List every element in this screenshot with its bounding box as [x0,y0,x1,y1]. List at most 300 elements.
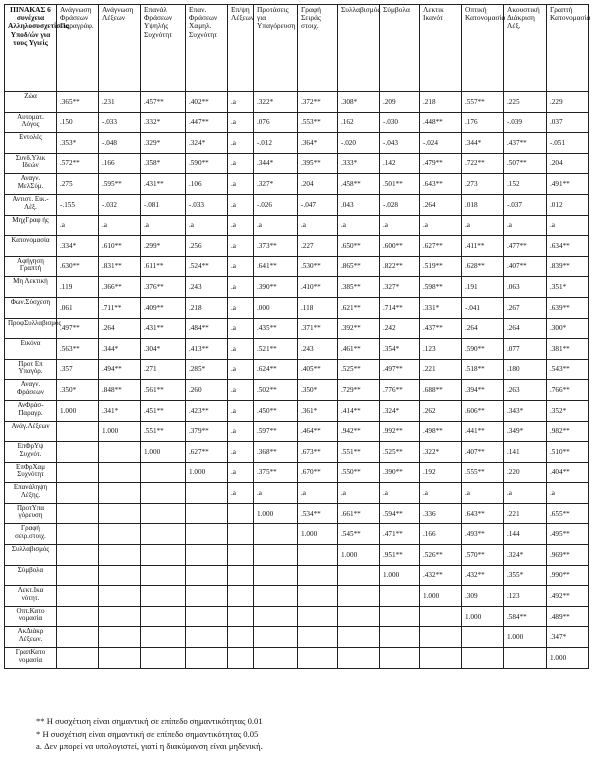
table-cell: 1.000 [99,421,141,442]
table-cell: .273 [462,174,504,195]
table-cell: .a [57,215,99,236]
column-header: Σύμβολα [380,5,420,92]
table-cell: .457** [141,92,186,113]
table-cell: .584** [504,606,547,627]
table-cell: .432** [420,565,462,586]
table-row [5,215,589,236]
table-cell: .358* [141,153,186,174]
table-cell: .354* [380,339,420,360]
table-row [5,483,589,504]
table-cell: .a [547,215,589,236]
table-cell: .611** [141,256,186,277]
table-cell [141,545,186,566]
table-cell: .a [298,215,338,236]
table-cell: .501** [380,174,420,195]
column-header: Λεκτικ Ικανότ [420,5,462,92]
table-cell: .597** [254,421,298,442]
table-cell: .043 [338,194,380,215]
table-cell: -.051 [547,133,589,154]
table-cell: .822** [380,256,420,277]
table-cell: .992** [380,421,420,442]
table-cell: -.041 [462,297,504,318]
table-cell: .534** [298,503,338,524]
table-cell: .063 [504,277,547,298]
table-row [5,277,589,298]
table-cell: .479** [420,153,462,174]
table-cell: .341* [99,400,141,421]
row-label: Φων.Σύσχεση [5,297,57,318]
row-label: ΕπΦρΧαμ Συχνότητ [5,462,57,483]
table-cell: .227 [298,236,338,257]
table-cell: .225 [504,92,547,113]
table-cell: .a [186,215,228,236]
table-cell: .351* [547,277,589,298]
table-cell: .336 [420,503,462,524]
table-cell: .590** [462,339,504,360]
table-cell: .375** [254,462,298,483]
table-row [5,545,589,566]
table-cell [57,442,99,463]
table-cell: .327* [380,277,420,298]
table-cell: .229 [547,92,589,113]
table-cell: .150 [57,112,99,133]
table-cell [380,627,420,648]
table-cell: .a [298,483,338,504]
row-label: Συνδ.Υλικ Ιδεών [5,153,57,174]
table-cell: .262 [420,400,462,421]
table-cell: .166 [99,153,141,174]
table-cell: .477** [504,236,547,257]
table-cell: .395** [298,153,338,174]
table-cell: .299* [141,236,186,257]
table-cell [141,648,186,669]
table-cell: .267 [504,297,547,318]
table-cell: .076 [254,112,298,133]
table-cell: .209 [380,92,420,113]
table-cell: .a [228,442,254,463]
table-cell: .a [228,297,254,318]
table-cell: .123 [504,586,547,607]
table-title: ΠΙΝΑΚΑΣ 6 συνέχεια Αλληλοσυσχετίσεις Υποδ/ών για τους Υγιείς [5,5,57,92]
table-cell: .405** [298,359,338,380]
table-cell: .570** [462,545,504,566]
row-label: ΜηχΓραφ ής [5,215,57,236]
table-cell [57,483,99,504]
table-cell: .435** [254,318,298,339]
table-cell [228,586,254,607]
table-cell: .a [228,92,254,113]
table-cell: -.032 [99,194,141,215]
table-cell: .628** [462,256,504,277]
table-cell: .655** [547,503,589,524]
table-cell: .a [462,483,504,504]
table-cell [186,586,228,607]
table-cell: .643** [462,503,504,524]
table-cell: .218 [186,297,228,318]
table-cell: -.028 [380,194,420,215]
row-label: Αναγν. Φράσεων [5,380,57,401]
table-cell: .334* [57,236,99,257]
table-cell: .118 [298,297,338,318]
footnote-significance-001: ** Η συσχέτιση είναι σημαντική σε επίπεδο σημαντικότητας 0.01 [36,716,263,726]
table-cell: -.012 [254,133,298,154]
table-cell: .344* [462,133,504,154]
table-cell: .166 [420,524,462,545]
table-cell: .366** [99,277,141,298]
table-cell [141,462,186,483]
table-cell: -.039 [504,112,547,133]
table-cell: .714** [380,297,420,318]
table-cell: -.048 [99,133,141,154]
row-label: Αφήγηση Γραπτή [5,256,57,277]
table-cell: .447** [186,112,228,133]
table-cell: .431** [141,318,186,339]
table-cell: .526** [420,545,462,566]
table-cell: .220 [504,462,547,483]
table-cell [141,524,186,545]
table-cell: .510** [547,442,589,463]
table-cell: .a [99,215,141,236]
table-cell: .191 [462,277,504,298]
table-row [5,297,589,318]
table-cell: .458** [338,174,380,195]
table-cell: .630** [57,256,99,277]
table-cell: 1.000 [338,545,380,566]
table-cell [57,545,99,566]
header-row [5,5,589,92]
table-cell: .192 [420,462,462,483]
table-cell: .431** [141,174,186,195]
table-cell: .a [228,112,254,133]
table-cell [298,627,338,648]
table-cell: .a [338,215,380,236]
table-cell: .275 [57,174,99,195]
table-cell: .a [228,153,254,174]
table-cell: .497** [380,359,420,380]
table-cell: .350* [298,380,338,401]
table-cell: .865** [338,256,380,277]
table-cell [380,648,420,669]
table-cell [57,565,99,586]
row-label: Λεκτ.Ικα νότητ. [5,586,57,607]
table-cell: .627** [186,442,228,463]
table-cell: .368** [254,442,298,463]
table-cell: .322* [254,92,298,113]
table-cell [99,627,141,648]
table-cell: .461** [338,339,380,360]
table-cell [338,627,380,648]
table-cell [228,545,254,566]
column-header: Ανάγνωση Φράσεων Παραγράφ. [57,5,99,92]
table-cell: .a [380,215,420,236]
table-cell [228,606,254,627]
table-cell: .839** [547,256,589,277]
row-label: ΕπΦρΥψ Συχνότ. [5,442,57,463]
column-header: Επανάλ Φράσεων Υψηλής Συχνότητ [141,5,186,92]
table-row [5,400,589,421]
table-cell [141,503,186,524]
table-cell: .551** [338,442,380,463]
row-label: Προτ Επ Υπαγόρ. [5,359,57,380]
table-cell: .343* [504,400,547,421]
table-cell: .a [228,318,254,339]
table-cell: .376** [141,277,186,298]
table-cell: .a [462,215,504,236]
table-cell: .722** [462,153,504,174]
table-cell [420,627,462,648]
table-cell: .621** [338,297,380,318]
table-cell [462,648,504,669]
table-cell: .407** [462,442,504,463]
table-cell: .673** [298,442,338,463]
table-cell: .a [338,483,380,504]
table-cell: .264 [99,318,141,339]
table-cell: .373** [254,236,298,257]
table-cell: .144 [504,524,547,545]
table-cell: .162 [338,112,380,133]
table-cell: 1.000 [504,627,547,648]
table-cell: .390** [254,277,298,298]
column-header: Ανάγνωση Λέξεων [99,5,141,92]
table-cell [57,586,99,607]
table-cell: .550** [338,462,380,483]
table-cell: .521** [254,339,298,360]
table-cell [186,503,228,524]
table-cell: .491** [547,174,589,195]
table-cell: .471** [380,524,420,545]
table-cell: .333* [338,153,380,174]
table-row [5,565,589,586]
table-cell: .a [254,215,298,236]
table-cell: .243 [298,339,338,360]
table-cell [141,565,186,586]
table-cell: .372** [298,92,338,113]
row-label: ΠροφΣυλλαβισμός [5,318,57,339]
row-label: Κατονομασία [5,236,57,257]
table-cell: .639** [547,297,589,318]
table-cell: .414** [338,400,380,421]
table-row [5,648,589,669]
table-cell: .407** [504,256,547,277]
table-row [5,92,589,113]
table-cell: .361* [298,400,338,421]
table-row [5,133,589,154]
table-cell: .a [504,215,547,236]
table-cell: .a [141,215,186,236]
table-cell: .350* [57,380,99,401]
table-cell: .381** [547,339,589,360]
table-cell: .322* [420,442,462,463]
table-row [5,194,589,215]
table-cell: .a [228,380,254,401]
table-cell: 1.000 [380,565,420,586]
table-cell [99,524,141,545]
table-cell: .357 [57,359,99,380]
table-cell: .590** [186,153,228,174]
table-cell: .a [228,256,254,277]
table-cell: .394** [462,380,504,401]
table-cell: .364* [298,133,338,154]
table-cell: .152 [504,174,547,195]
table-cell: .450** [254,400,298,421]
table-cell: .204 [298,174,338,195]
table-cell: .a [420,215,462,236]
table-cell [298,545,338,566]
column-header: Συλλαβισμός [338,5,380,92]
table-cell: .507** [504,153,547,174]
table-cell: .661** [338,503,380,524]
table-cell: .484** [186,318,228,339]
table-cell [186,545,228,566]
row-label: ΑνΦράσ-Παραγρ. [5,400,57,421]
table-body [5,92,589,669]
table-cell: .493** [462,524,504,545]
table-cell: .018 [462,194,504,215]
table-cell: .365** [57,92,99,113]
table-cell [298,586,338,607]
table-cell: .563** [57,339,99,360]
table-cell: .221 [420,359,462,380]
table-cell: .a [228,215,254,236]
table-cell: .402** [186,92,228,113]
table-cell: .123 [420,339,462,360]
table-cell: .551** [141,421,186,442]
table-cell: .352* [547,400,589,421]
table-cell: .598** [420,277,462,298]
table-cell: .012 [547,194,589,215]
table-cell: 1.000 [298,524,338,545]
table-cell: .464** [298,421,338,442]
column-header: Γραπτή Κατονομασία [547,5,589,92]
row-label: Γραφή σειρ.στοιχ. [5,524,57,545]
table-cell: -.024 [420,133,462,154]
table-cell: .a [420,483,462,504]
table-cell: -.043 [380,133,420,154]
table-cell: .324* [186,133,228,154]
row-label: ΑκΔιάκρ Λέξεων. [5,627,57,648]
row-label: Επανάληψη Λέξης. [5,483,57,504]
table-cell: .650** [338,236,380,257]
table-cell: .525** [338,359,380,380]
table-cell: .494** [99,359,141,380]
table-cell: -.081 [141,194,186,215]
table-cell: .643** [420,174,462,195]
table-cell: .061 [57,297,99,318]
column-header: Επαν. Φράσεων Χαμηλ. Συχνότητ [186,5,228,92]
table-cell: .600** [380,236,420,257]
table-cell [228,565,254,586]
table-cell [254,627,298,648]
table-cell: .a [504,483,547,504]
table-cell: .308* [338,92,380,113]
table-cell: .502** [254,380,298,401]
table-row [5,112,589,133]
table-cell [380,586,420,607]
table-cell [228,524,254,545]
table-cell: .990** [547,565,589,586]
table-cell [99,606,141,627]
table-cell [57,627,99,648]
table-cell: .a [228,174,254,195]
table-cell [298,606,338,627]
table-cell: .a [254,483,298,504]
row-label: Ανάγ.Λέξεων [5,421,57,442]
footnote-zero-variance: a. Δεν μπορεί να υπολογιστεί, γιατί η διακύμανση είναι μηδενική. [36,741,263,751]
table-row [5,174,589,195]
table-cell: .848** [99,380,141,401]
column-header: Οπτική Κατονομασία [462,5,504,92]
table-cell: .371** [298,318,338,339]
table-cell: .106 [186,174,228,195]
table-cell: .831** [99,256,141,277]
table-cell: .441** [462,421,504,442]
table-cell [338,586,380,607]
table-cell [57,648,99,669]
table-cell [298,648,338,669]
table-cell [420,606,462,627]
table-cell [141,586,186,607]
table-cell: .495** [547,524,589,545]
table-cell: .437** [420,318,462,339]
table-cell [504,648,547,669]
table-cell: .a [228,359,254,380]
table-cell: .300* [547,318,589,339]
table-cell [99,483,141,504]
table-cell: .a [228,133,254,154]
table-cell: .037 [547,112,589,133]
table-cell [57,462,99,483]
table-cell [57,606,99,627]
table-cell: .392** [338,318,380,339]
table-cell: .561** [141,380,186,401]
table-cell: .595** [99,174,141,195]
table-row [5,442,589,463]
table-cell: .a [228,483,254,504]
table-cell [57,524,99,545]
table-cell [186,565,228,586]
table-cell [57,503,99,524]
table-cell: .519** [420,256,462,277]
table-cell: .776** [380,380,420,401]
table-cell: .451** [141,400,186,421]
table-cell [186,606,228,627]
table-cell: .432** [462,565,504,586]
table-cell: .355* [504,565,547,586]
table-row [5,339,589,360]
table-row [5,359,589,380]
table-cell [254,648,298,669]
table-row [5,236,589,257]
table-cell: 1.000 [462,606,504,627]
table-cell [338,606,380,627]
table-cell [99,462,141,483]
table-cell: .a [547,483,589,504]
table-cell: 1.000 [420,586,462,607]
table-cell [298,565,338,586]
table-cell: .271 [141,359,186,380]
correlation-table [4,4,589,669]
table-cell: .524** [186,256,228,277]
row-label: Συλλαβισμός [5,545,57,566]
table-cell [99,586,141,607]
table-row [5,462,589,483]
table-cell: .572** [57,153,99,174]
table-cell: .982** [547,421,589,442]
table-cell: .670** [298,462,338,483]
table-row [5,421,589,442]
table-cell: 1.000 [141,442,186,463]
table-cell: .264 [462,318,504,339]
